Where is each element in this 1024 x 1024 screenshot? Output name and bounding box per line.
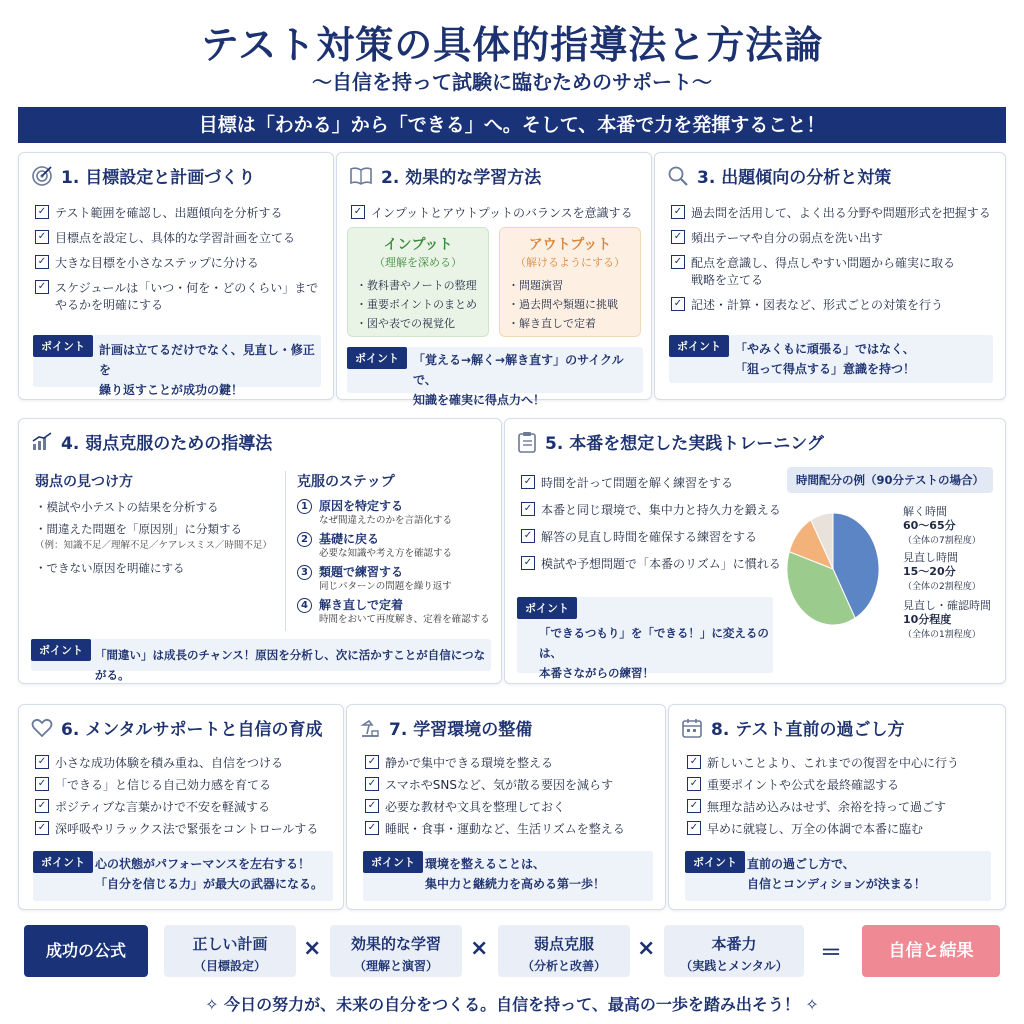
formula-result: 自信と結果 bbox=[862, 925, 1000, 977]
weakness-find-title: 弱点の見つけ方 bbox=[35, 474, 133, 490]
list-item: ✓ 模試や予想問題で「本番のリズム」に慣れる bbox=[521, 556, 791, 573]
times-sign: × bbox=[637, 936, 656, 961]
list-item: ・模試や小テストの結果を分析する bbox=[35, 500, 219, 514]
list-item: ・過去問や類題に挑戦 bbox=[508, 298, 618, 311]
calendar-icon bbox=[681, 717, 703, 739]
target-icon bbox=[31, 165, 53, 187]
formula-label: 成功の公式 bbox=[24, 925, 148, 977]
list-item: ✓ 早めに就寝し、万全の体調で本番に臨む bbox=[687, 821, 1003, 838]
step-item: 3 類題で練習する 同じパターンの問題を繰り返す bbox=[297, 565, 497, 593]
point-text: 「間違い」は成長のチャンス！原因を分析し、次に活かすことが自信につながる。 bbox=[95, 648, 486, 682]
section-title bbox=[359, 715, 532, 740]
section-title-text: 6. メンタルサポートと自信の育成 bbox=[61, 720, 323, 740]
point-badge: ポイント bbox=[347, 347, 407, 369]
list-item: ✓ スマホやSNSなど、気が散る要因を減らす bbox=[365, 777, 663, 794]
list-item: ✓ 頻出テーマや自分の弱点を洗い出す bbox=[671, 230, 1001, 247]
list-item: ✓ スケジュールは「いつ・何を・どのくらい」まで やるかを明確にする bbox=[35, 280, 327, 314]
search-icon bbox=[667, 165, 689, 187]
list-item: ✓ 小さな成功体験を積み重ね、自信をつける bbox=[35, 755, 341, 772]
section-title bbox=[349, 163, 541, 188]
section-title bbox=[31, 429, 272, 454]
point-badge: ポイント bbox=[31, 639, 91, 661]
formula-term-performance: 本番力 （実践とメンタル） bbox=[664, 925, 804, 977]
footer-message: ✧ 今日の努力が、未来の自分をつくる。自信を持って、最高の一歩を踏み出そう！ ✧ bbox=[205, 995, 819, 1014]
list-item: ✓ ポジティブな言葉かけで不安を軽減する bbox=[35, 799, 341, 816]
pie-label-review: 見直し時間 15〜20分 （全体の2割程度） bbox=[903, 551, 981, 592]
clipboard-icon bbox=[517, 431, 537, 453]
point-box bbox=[669, 335, 993, 383]
input-title: インプット bbox=[383, 237, 453, 253]
formula-term-plan: 正しい計画 （目標設定） bbox=[164, 925, 296, 977]
list-item: ✓ インプットとアウトプットのバランスを意識する bbox=[351, 205, 647, 222]
section-learning-methods bbox=[336, 152, 652, 407]
list-item: ・問題演習 bbox=[508, 279, 563, 292]
section-practice bbox=[504, 418, 1006, 684]
list-item: ✓ テスト範囲を確認し、出題傾向を分析する bbox=[35, 205, 327, 222]
section-title-text: 2. 効果的な学習方法 bbox=[381, 168, 542, 188]
output-subtitle: （解けるようにする） bbox=[515, 256, 625, 269]
point-text: 環境を整えることは、 集中力と継続力を高める第一歩！ bbox=[425, 857, 606, 891]
list-item: ✓ 配点を意識し、得点しやすい問題から確実に取る 戦略を立てる bbox=[671, 255, 1001, 289]
point-text: 「やみくもに頑張る」ではなく、 「狙って得点する」意識を持つ！ bbox=[735, 342, 916, 376]
checklist bbox=[671, 205, 1001, 322]
section-title-text: 1. 目標設定と計画づくり bbox=[61, 168, 256, 188]
list-item: ・重要ポイントのまとめ bbox=[356, 298, 477, 311]
checklist bbox=[35, 205, 327, 314]
find-list bbox=[35, 499, 291, 582]
point-badge: ポイント bbox=[33, 851, 93, 873]
list-item: ・図や表での視覚化 bbox=[356, 317, 455, 330]
time-allocation-pie bbox=[785, 507, 895, 627]
point-badge: ポイント bbox=[517, 597, 577, 619]
section-title bbox=[31, 163, 255, 188]
point-text: 心の状態がパフォーマンスを左右する！ 「自分を信じる力」が最大の武器になる。 bbox=[95, 857, 324, 891]
list-item: ✓ 睡眠・食事・運動など、生活リズムを整える bbox=[365, 821, 663, 838]
equals-sign: ＝ bbox=[820, 941, 843, 966]
heart-icon bbox=[31, 718, 53, 738]
step-item: 1 原因を特定する なぜ間違えたのかを言語化する bbox=[297, 499, 497, 527]
checklist bbox=[687, 755, 1003, 846]
section-title-text: 7. 学習環境の整備 bbox=[389, 720, 533, 740]
bar-chart-icon bbox=[31, 432, 53, 452]
checklist bbox=[35, 755, 341, 846]
section-title-text: 8. テスト直前の過ごし方 bbox=[711, 720, 905, 740]
point-box bbox=[347, 347, 643, 407]
point-box bbox=[363, 851, 653, 901]
section-goal-setting bbox=[18, 152, 334, 400]
input-box bbox=[347, 227, 489, 337]
section-mental bbox=[18, 704, 344, 910]
list-item: ✓ 重要ポイントや公式を最終確認する bbox=[687, 777, 1003, 794]
list-item: ✓ 「できる」と信じる自己効力感を育てる bbox=[35, 777, 341, 794]
step-item: 4 解き直しで定着 時間をおいて再度解き、定着を確認する bbox=[297, 598, 497, 626]
checklist bbox=[365, 755, 663, 846]
section-title-text: 5. 本番を想定した実践トレーニング bbox=[545, 434, 824, 454]
pie-label-solve: 解く時間 60〜65分 （全体の7割程度） bbox=[903, 505, 981, 546]
divider bbox=[285, 471, 286, 631]
list-item: ・教科書やノートの整理 bbox=[356, 279, 477, 292]
section-title bbox=[517, 429, 824, 454]
point-text: 直前の過ごし方で、 自信とコンディションが決まる！ bbox=[747, 857, 926, 891]
list-item: ✓ 深呼吸やリラックス法で緊張をコントロールする bbox=[35, 821, 341, 838]
point-text: 「覚える→解く→解き直す」のサイクルで、 知識を確実に得点力へ！ bbox=[413, 353, 624, 407]
book-icon bbox=[349, 166, 373, 186]
list-item: ✓ 本番と同じ環境で、集中力と持久力を鍛える bbox=[521, 502, 791, 519]
point-text: 計画は立てるだけでなく、見直し・修正を 繰り返すことが成功の鍵！ bbox=[99, 343, 315, 397]
section-environment bbox=[346, 704, 666, 910]
point-badge: ポイント bbox=[685, 851, 745, 873]
point-box bbox=[33, 335, 321, 397]
formula-term-weakness: 弱点克服 （分析と改善） bbox=[498, 925, 630, 977]
point-box bbox=[685, 851, 991, 901]
list-item: ✓ 静かで集中できる環境を整える bbox=[365, 755, 663, 772]
list-item: ✓ 新しいことより、これまでの復習を中心に行う bbox=[687, 755, 1003, 772]
section-title bbox=[31, 715, 323, 740]
checklist bbox=[521, 475, 791, 581]
list-item: ✓ 必要な教材や文具を整理しておく bbox=[365, 799, 663, 816]
section-title-text: 4. 弱点克服のための指導法 bbox=[61, 434, 273, 454]
list-item: ・解き直しで定着 bbox=[508, 317, 596, 330]
section-trend-analysis bbox=[654, 152, 1006, 400]
list-item: ・間違えた問題を「原因別」に分類する （例：知識不足／理解不足／ケアレスミス／時間不足） bbox=[35, 522, 272, 551]
list-item: ✓ 無理な詰め込みはせず、余裕を持って過ごす bbox=[687, 799, 1003, 816]
list-item: ✓ 時間を計って問題を解く練習をする bbox=[521, 475, 791, 492]
input-subtitle: （理解を深める） bbox=[374, 256, 462, 269]
formula-term-study: 効果的な学習 （理解と演習） bbox=[330, 925, 462, 977]
point-box bbox=[517, 597, 773, 680]
times-sign: × bbox=[470, 936, 489, 961]
list-item: ✓ 記述・計算・図表など、形式ごとの対策を行う bbox=[671, 297, 1001, 314]
desk-lamp-icon bbox=[359, 717, 381, 739]
point-box bbox=[31, 639, 491, 682]
point-box bbox=[33, 851, 333, 901]
goal-banner: 目標は「わかる」から「できる」へ。そして、本番で力を発揮すること！ bbox=[18, 107, 1006, 143]
list-item: ✓ 解答の見直し時間を確保する練習をする bbox=[521, 529, 791, 546]
list-item: ✓ 大きな目標を小さなステップに分ける bbox=[35, 255, 327, 272]
list-item: ✓ 目標点を設定し、具体的な学習計画を立てる bbox=[35, 230, 327, 247]
section-final-days bbox=[668, 704, 1006, 910]
point-badge: ポイント bbox=[33, 335, 93, 357]
section-title-text: 3. 出題傾向の分析と対策 bbox=[697, 168, 892, 188]
page-subtitle: 〜自信を持って試験に臨むためのサポート〜 bbox=[312, 70, 712, 94]
page-title: テスト対策の具体的指導法と方法論 bbox=[200, 23, 824, 67]
point-badge: ポイント bbox=[669, 335, 729, 357]
pie-label-check: 見直し・確認時間 10分程度 （全体の1割程度） bbox=[903, 599, 991, 640]
section-weakness bbox=[18, 418, 502, 684]
times-sign: × bbox=[303, 936, 322, 961]
point-text: 「できるつもり」を「できる！」に変えるのは、 本番さながらの練習！ bbox=[539, 626, 769, 680]
step-item: 2 基礎に戻る 必要な知識や考え方を確認する bbox=[297, 532, 497, 560]
steps-title: 克服のステップ bbox=[297, 474, 395, 490]
steps-list bbox=[297, 499, 497, 631]
output-box bbox=[499, 227, 641, 337]
section-title bbox=[667, 163, 891, 188]
output-title: アウトプット bbox=[528, 237, 612, 253]
list-item: ・できない原因を明確にする bbox=[35, 561, 185, 575]
point-badge: ポイント bbox=[363, 851, 423, 873]
pie-title: 時間配分の例（90分テストの場合） bbox=[787, 467, 993, 493]
list-item: ✓ 過去問を活用して、よく出る分野や問題形式を把握する bbox=[671, 205, 1001, 222]
section-title bbox=[681, 715, 905, 740]
